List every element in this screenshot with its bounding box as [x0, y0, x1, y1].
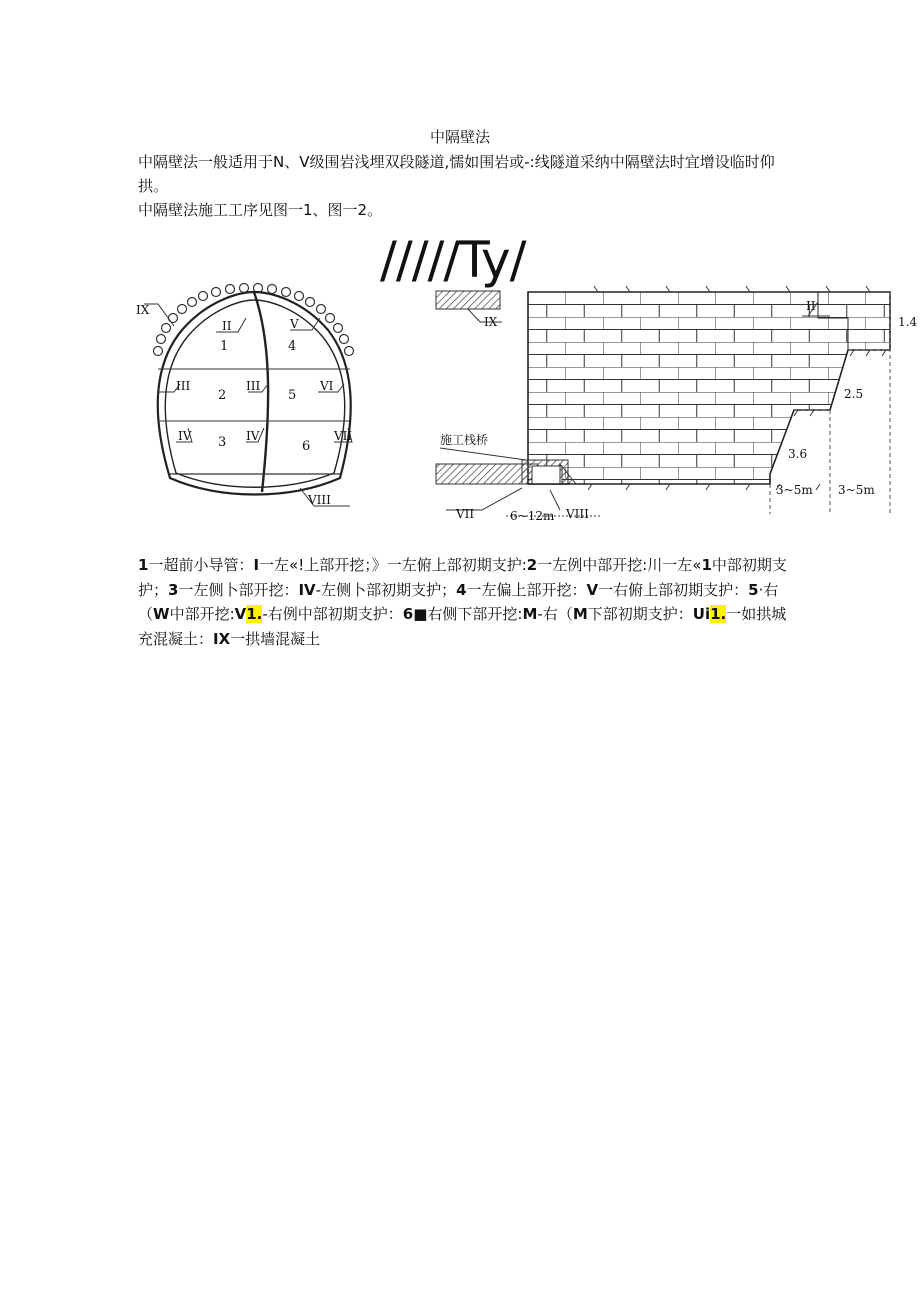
legend-text: 一左侧卜部开挖： — [178, 580, 299, 599]
roman-label: VII — [334, 429, 353, 443]
legend-text: I — [253, 556, 260, 574]
section-label: 4 — [288, 339, 297, 354]
roman-label: VIII — [308, 493, 331, 507]
legend-text: 中部初期支护； — [138, 556, 787, 599]
highlighted-text: 1. — [246, 605, 263, 623]
legend-text: 一拱墙混凝土 — [230, 629, 321, 648]
section-label: 6 — [302, 439, 311, 454]
tunnel-cross-section — [136, 284, 354, 508]
height-3-label: 3.6 — [788, 447, 808, 461]
legend-text: -左侧卜部初期支护； — [315, 580, 457, 599]
viii-label: VIII — [566, 507, 589, 521]
page-title: 中隔壁法 — [429, 128, 490, 146]
roman-label: III — [246, 379, 261, 393]
sequence-paragraph: 中隔壁法施工工序见图一1、图一2。 — [138, 201, 383, 219]
legend-text: 一左«!上部开挖；》一左俯上部初期支护: — [259, 556, 527, 574]
legend-text: 4 — [456, 580, 467, 599]
legend-text: 5 — [748, 580, 759, 599]
legend-text: 下部初期支护： — [587, 605, 693, 623]
height-2-label: 2.5 — [844, 387, 864, 401]
ii-label: II — [806, 299, 816, 313]
roman-label: IV — [178, 429, 192, 443]
longitudinal-profile — [436, 286, 917, 523]
legend-text: IV — [298, 580, 316, 599]
handwritten-mark: /////Ty/ — [380, 231, 526, 289]
legend-text: Ui — [692, 605, 711, 623]
roman-label: III — [176, 379, 191, 393]
legend-text: 中部开挖: — [169, 605, 235, 623]
vii-label: VII — [456, 507, 475, 521]
legend-text: -右（ — [537, 605, 573, 623]
legend-text: 2 — [526, 556, 538, 574]
ix-label: IX — [484, 315, 498, 329]
distance-1-label: 3~5m — [776, 483, 813, 497]
legend-text: ■右侧下部开挖: — [413, 605, 523, 623]
legend-text: M — [572, 605, 588, 623]
legend-text: 一左偏上部开挖： — [466, 580, 587, 599]
height-1-label: 1.4 — [898, 315, 918, 329]
roman-label: V — [290, 317, 299, 331]
legend-text: 一左例中部开挖:川一左« — [537, 556, 702, 574]
section-label: 3 — [218, 435, 227, 450]
legend-text: IX — [213, 629, 231, 648]
legend-text: V — [234, 605, 247, 623]
legend-text: V — [586, 580, 599, 599]
legend-text: M — [522, 605, 538, 623]
construction-figure — [130, 278, 918, 538]
roman-label: VI — [320, 379, 334, 393]
legend-text: 6 — [402, 605, 414, 623]
figure-legend — [138, 553, 798, 651]
legend-text: 1 — [701, 556, 712, 574]
highlighted-text: 1. — [710, 605, 727, 623]
distance-2-label: 3~5m — [838, 483, 875, 497]
legend-text: W — [153, 605, 170, 623]
legend-text: 一如拱城充混凝土： — [138, 605, 787, 648]
legend-text: ·右（ — [138, 580, 779, 623]
legend-text: 一右俯上部初期支护： — [598, 580, 749, 599]
section-label: 5 — [288, 388, 297, 403]
section-label: 1 — [220, 339, 229, 354]
roman-label: IV — [246, 429, 260, 443]
bridge-label: 施工栈桥 — [440, 433, 489, 447]
legend-text: 3 — [168, 580, 179, 599]
intro-paragraph: 中隔壁法一般适用于N、V级围岩浅埋双段隧道,懦如围岩或-:线隧道采纳中隔壁法时宜增设临时仰拱。 — [138, 153, 775, 195]
roman-label: IX — [136, 303, 150, 317]
roman-label: II — [222, 319, 232, 333]
legend-text: -右例中部初期支护： — [262, 605, 403, 623]
span-label: 6~12m — [510, 509, 555, 523]
section-label: 2 — [218, 388, 227, 403]
legend-text: 1 — [138, 556, 149, 574]
legend-text: 一超前小导管： — [148, 556, 254, 574]
